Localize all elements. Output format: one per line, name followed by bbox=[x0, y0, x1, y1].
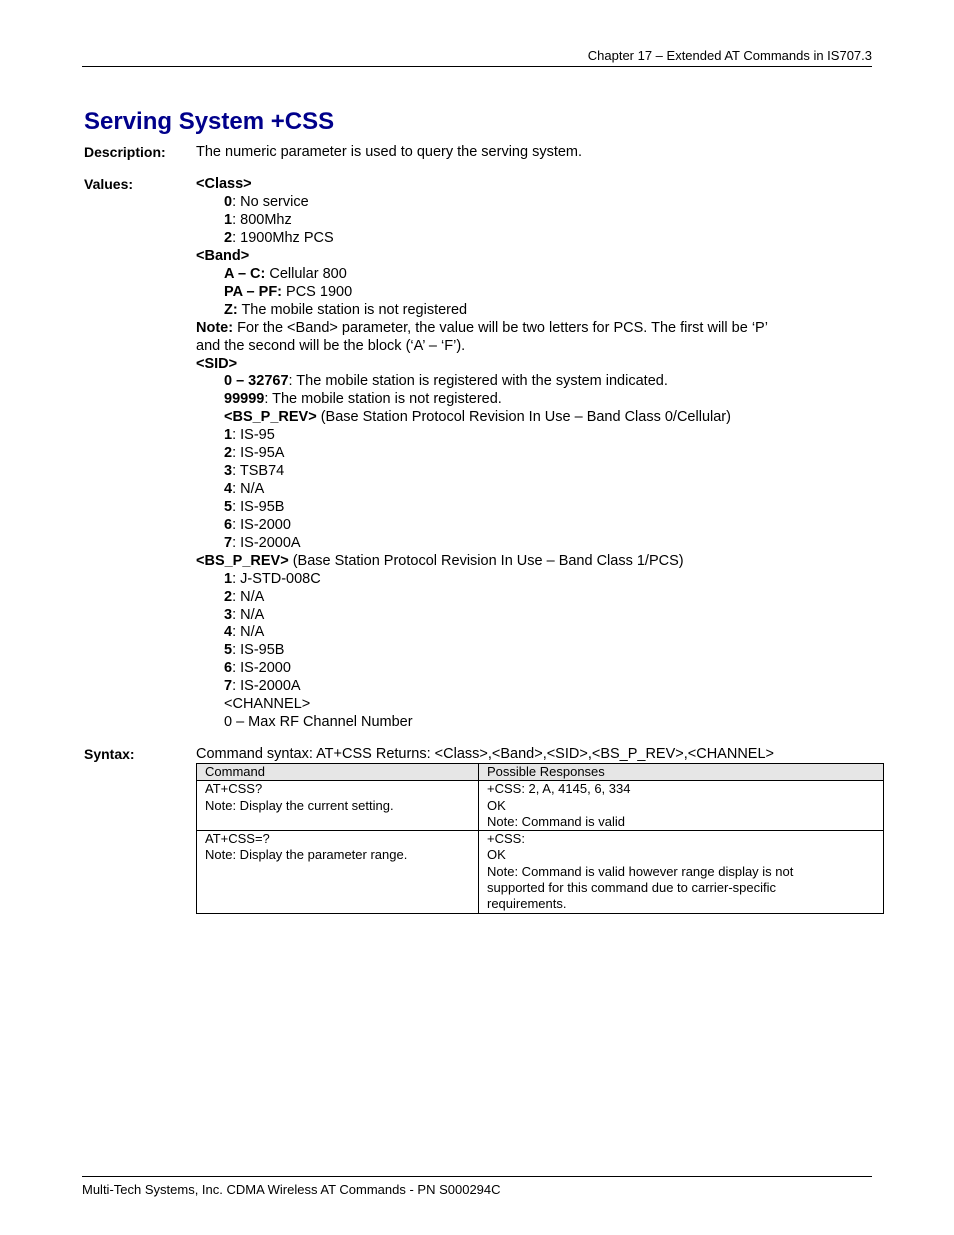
class-item: 0: No service bbox=[224, 194, 309, 210]
cell-line: AT+CSS? bbox=[205, 781, 263, 797]
channel-heading: <CHANNEL> bbox=[224, 696, 311, 712]
page-header bbox=[82, 48, 872, 67]
bsprev-pcs-item: 5: IS-95B bbox=[224, 642, 285, 658]
band-item: A – C: Cellular 800 bbox=[224, 266, 347, 282]
bsprev-pcs-item: 2: N/A bbox=[224, 589, 265, 605]
bsprev-pcs-item: 4: N/A bbox=[224, 624, 265, 640]
bsprev-pcs-item: 7: IS-2000A bbox=[224, 678, 301, 694]
syntax-label: Syntax: bbox=[84, 746, 135, 762]
table-header-row bbox=[197, 764, 884, 781]
response-cell bbox=[479, 781, 884, 831]
command-table bbox=[196, 763, 884, 914]
chapter-title: Chapter 17 – Extended AT Commands in IS707.3 bbox=[587, 48, 872, 63]
class-item: 2: 1900Mhz PCS bbox=[224, 230, 334, 246]
table-row bbox=[197, 781, 884, 831]
response-cell bbox=[479, 831, 884, 913]
sid-item: 99999: The mobile station is not registered. bbox=[224, 391, 502, 407]
bsprev-pcs-heading: <BS_P_REV> (Base Station Protocol Revision In Use – Band Class 1/PCS) bbox=[196, 553, 684, 569]
command-cell bbox=[197, 831, 479, 913]
bsprev-pcs-item: 1: J-STD-008C bbox=[224, 571, 321, 587]
sid-heading: <SID> bbox=[196, 356, 238, 372]
band-heading: <Band> bbox=[196, 248, 250, 264]
cell-line: Note: Command is valid however range display is not bbox=[487, 863, 794, 879]
cell-line: OK bbox=[487, 847, 506, 863]
class-heading: <Class> bbox=[196, 176, 252, 192]
channel-text: 0 – Max RF Channel Number bbox=[224, 714, 413, 730]
cell-line: Note: Command is valid bbox=[487, 813, 625, 829]
cell-line: OK bbox=[487, 797, 506, 813]
bsprev-pcs-item: 6: IS-2000 bbox=[224, 660, 291, 676]
syntax-text: Command syntax: AT+CSS Returns: <Class>,<Band>,<SID>,<BS_P_REV>,<CHANNEL> bbox=[196, 746, 775, 762]
cell-line: +CSS: bbox=[487, 831, 525, 847]
footer-text: Multi-Tech Systems, Inc. CDMA Wireless AT Commands - PN S000294C bbox=[82, 1182, 501, 1197]
cell-line: AT+CSS=? bbox=[205, 831, 270, 847]
cell-line: supported for this command due to carrier-specific bbox=[487, 880, 777, 896]
page-title: Serving System +CSS bbox=[84, 108, 335, 135]
band-note-continued: and the second will be the block (‘A’ – ‘F’). bbox=[196, 338, 466, 354]
values-label: Values: bbox=[84, 176, 134, 192]
bsprev-cellular-item: 2: IS-95A bbox=[224, 445, 285, 461]
sid-item: 0 – 32767: The mobile station is registered with the system indicated. bbox=[224, 373, 668, 389]
cell-line: Note: Display the parameter range. bbox=[205, 847, 408, 863]
bsprev-pcs-item: 3: N/A bbox=[224, 607, 265, 623]
cell-line: +CSS: 2, A, 4145, 6, 334 bbox=[487, 781, 631, 797]
bsprev-cellular-item: 7: IS-2000A bbox=[224, 535, 301, 551]
cell-line: requirements. bbox=[487, 896, 567, 912]
column-header: Command bbox=[197, 764, 479, 781]
bsprev-cellular-item: 4: N/A bbox=[224, 481, 265, 497]
description-text: The numeric parameter is used to query the serving system. bbox=[196, 144, 583, 160]
band-note: Note: For the <Band> parameter, the value will be two letters for PCS. The first will be ‘P’ bbox=[196, 320, 768, 336]
bsprev-cellular-item: 1: IS-95 bbox=[224, 427, 275, 443]
command-cell bbox=[197, 781, 479, 831]
bsprev-cellular-item: 6: IS-2000 bbox=[224, 517, 291, 533]
column-header: Possible Responses bbox=[479, 764, 884, 781]
description-label: Description: bbox=[84, 144, 166, 160]
page-footer bbox=[82, 1176, 872, 1197]
bsprev-cellular-heading: <BS_P_REV> (Base Station Protocol Revision In Use – Band Class 0/Cellular) bbox=[224, 409, 731, 425]
table-row bbox=[197, 831, 884, 913]
bsprev-cellular-item: 3: TSB74 bbox=[224, 463, 285, 479]
class-item: 1: 800Mhz bbox=[224, 212, 292, 228]
band-item: PA – PF: PCS 1900 bbox=[224, 284, 353, 300]
cell-line: Note: Display the current setting. bbox=[205, 797, 394, 813]
bsprev-cellular-item: 5: IS-95B bbox=[224, 499, 285, 515]
band-item: Z: The mobile station is not registered bbox=[224, 302, 468, 318]
